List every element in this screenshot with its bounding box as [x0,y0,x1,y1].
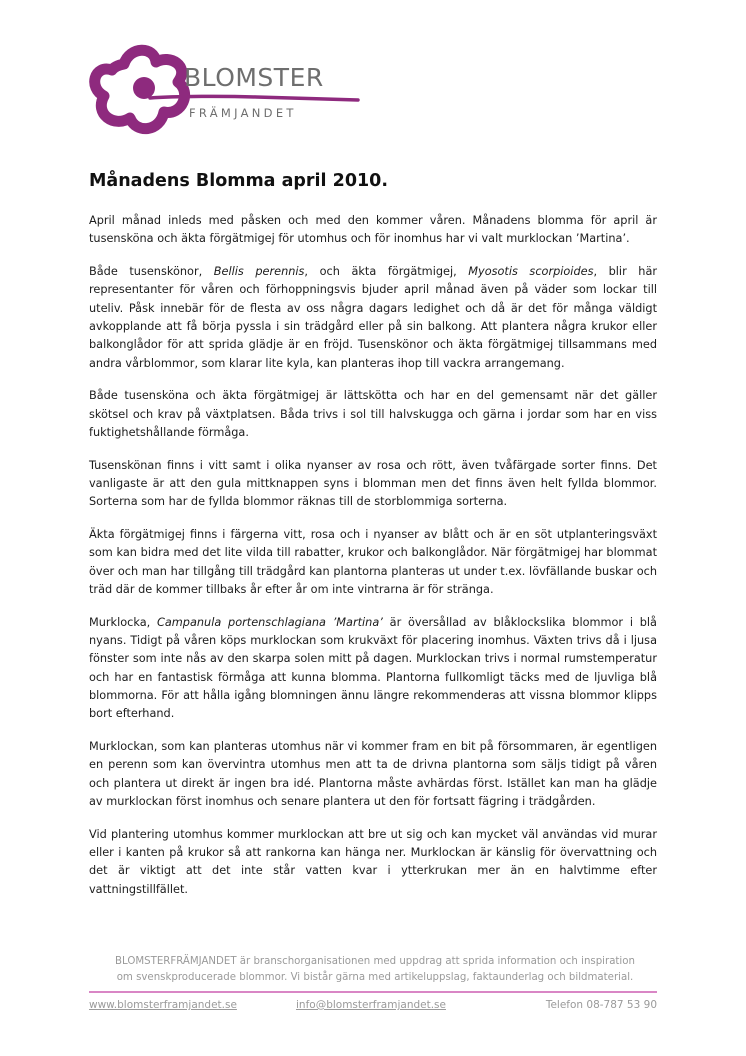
logo-title: BLOMSTER [184,63,324,92]
email-link[interactable]: info@blomsterframjandet.se [296,999,446,1011]
paragraph: Äkta förgätmigej finns i färgerna vitt, rosa och i nyanser av blått och är en söt utplanteringsväxt som kan bidra med det lite vilda till rabatter, krukor och balkonglådor. När förgätmigej har blommat över och man har tillgång till trädgård kan plantorna planteras ut under t.ex. lövfällande buskar och träd där de kommer tillbaks år efter år om inte vintrarna är för stränga. [89,528,657,597]
paragraph: April månad inleds med påsken och med den kommer våren. Månadens blomma för april är tusensköna och äkta förgätmigej för utomhus och för inomhus har vi valt murklockan ’Martina’. [89,214,657,246]
blomsterframjandet-logo [86,40,376,140]
article-body [89,212,657,899]
footer-contact [89,999,657,1015]
paragraph: Murklockan, som kan planteras utomhus när vi kommer fram en bit på försommaren, är egentligen en perenn som kan övervintra utomhus men att ta de drivna plantorna som säljs tidigt på våren och plantera ut direkt är ingen bra idé. Plantorna måste avhärdas först. Istället kan man ha glädje av murklockan först inomhus och senare plantera ut den för fortsatt fägring i trädgården. [89,740,657,809]
paragraph: Tusenskönan finns i vitt samt i olika nyanser av rosa och rött, även tvåfärgade sorter finns. Det vanligaste är att den gula mittknappen syns i blomman men det finns även helt fyllda blommor. Sorterna som har de fyllda blommor räknas till de storblommiga sorterna. [89,458,657,509]
paragraph: Både tusenskönor, Bellis perennis, och äkta förgätmigej, Myosotis scorpioides, blir här representanter för våren och förhoppningsvis bjuder april månad även på väder som lockar till uteliv. Påsk innebär för de flesta av oss några dagars ledighet och då är det för många väldigt avkopplande att få börja pyssla i sin trädgård eller på sin balkong. Att plantera några krukor eller balkonglådor för att sprida glädje är en fröjd. Tusenskönor och äkta förgätmigej tillsammans med andra vårblommor, som klarar lite kyla, kan planteras ihop till vackra arrangemang. [89,265,658,370]
phone-number: Telefon 08-787 53 90 [545,999,657,1011]
footer-divider [89,991,657,993]
website-link[interactable]: www.blomsterframjandet.se [89,999,237,1011]
logo-subtitle: FRÄMJANDET [189,106,297,120]
paragraph: Murklocka, Campanula portenschlagiana ’Martina’ är översållad av blåklockslika blommor i blå nyans. Tidigt på våren köps murklockan som krukväxt för placering inomhus. Växten trivs då i ljusa fönster som inte nås av den skarpa solen mitt på dagen. Murklockan trivs i normal rumstemperatur och har en fantastisk förmåga att kunna blomma. Plantorna fullkomligt täcks med de ljuvliga blå blommorna. För att hålla igång blomningen ännu längre rekommenderas att vissna blommor klipps bort efterhand. [89,615,657,721]
paragraph: Vid plantering utomhus kommer murklockan att bre ut sig och kan mycket väl användas vid murar eller i kanten på krukor så att rankorna kan hänga ner. Murklockan är känslig för övervattning och det är viktigt att det inte står vatten kvar i ytterkrukan mer än en halvtimme efter vattningstillfället. [89,827,657,896]
paragraph: Både tusensköna och äkta förgätmigej är lättskötta och har en del gemensamt när det gäller skötsel och krav på växtplatsen. Båda trivs i sol till halvskugga och gärna i jordar som har en viss fuktighetshållande förmåga. [89,389,657,439]
footer-info-line: om svenskproducerade blommor. Vi bistår gärna med artikeluppslag, faktaunderlag och bildmaterial. [116,972,634,983]
footer-organisation-info [89,954,661,986]
page-title: Månadens Blomma april 2010. [89,171,388,191]
footer-info-line: BLOMSTERFRÄMJANDET är branschorganisationen med uppdrag att sprida information och inspiration [115,956,635,967]
